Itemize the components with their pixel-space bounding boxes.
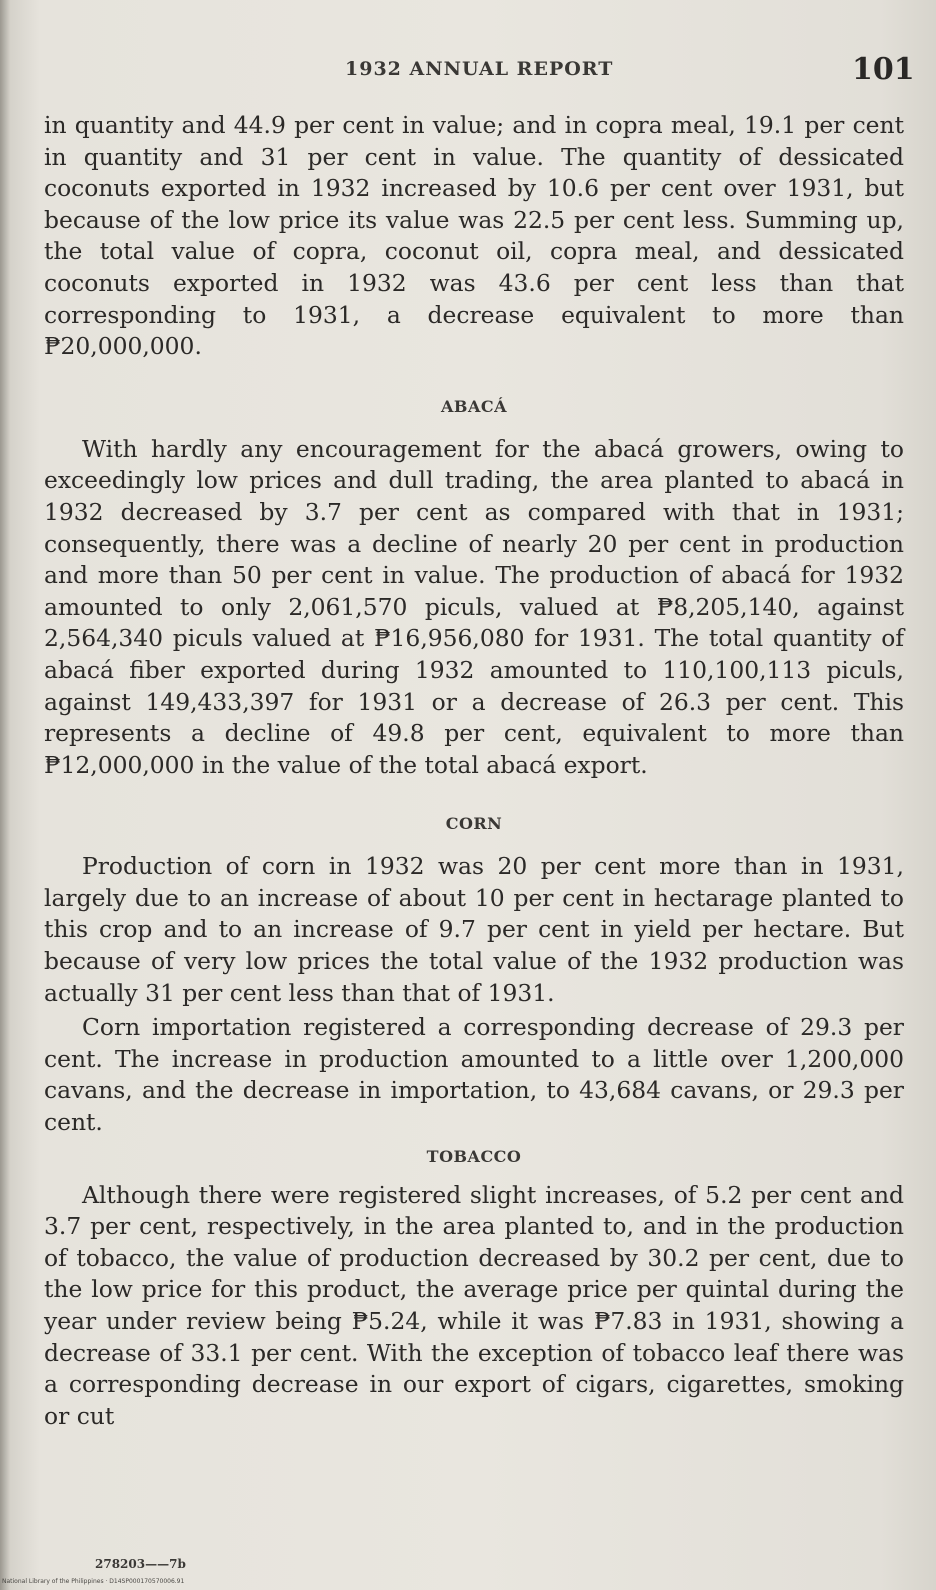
corn-heading: CORN [445,814,503,834]
abaca-heading: ABACÁ [441,396,507,416]
print-code: 278203——7b [95,1557,186,1571]
corn-paragraph-2: Corn importation registered a corresponding decrease of 29.3 per cent. The increase in production amounted to a little over 1,200,000 cavans, and the decrease in importation, to 43,684 cavans, or 29.3 per cent. [44,1013,904,1137]
abaca-paragraph: With hardly any encouragement for the abacá growers, owing to exceedingly low prices and dull trading, the area planted to abacá in 1932 decreased by 3.7 per cent as compared with that in 1931; consequently, there was a decline of nearly 20 per cent in production and more than 50 per cent in value. The production of abacá for 1932 amounted to only 2,061,570 piculs, valued at ₱8,205,140, against 2,564,340 piculs valued at ₱16,956,080 for 1931. The total quantity of abacá fiber exported during 1932 amounted to 110,100,113 piculs, against 149,433,397 for 1931 or a decrease of 26.3 per cent. This represents a decline of 49.8 per cent, equivalent to more than ₱12,000,000 in the value of the total abacá export. [44,434,904,779]
body-text [44,110,904,1432]
library-stamp: National Library of the Philippines · D14SP000170570006.91 [2,1578,185,1585]
page-header [0,52,936,92]
page-binding-edge [0,0,10,1590]
tobacco-paragraph: Although there were registered slight increases, of 5.2 per cent and 3.7 per cent, respectively, in the area planted to, and in the production of tobacco, the value of production decreased by 30.2 per cent, due to the low price for this product, the average price per quintal during the year under review being ₱5.24, while it was ₱7.83 in 1931, showing a decrease of 33.1 per cent. With the exception of tobacco leaf there was a corresponding decrease in our export of cigars, cigarettes, smoking or cut [44,1180,904,1430]
page-number: 101 [852,52,915,87]
corn-paragraph-1: Production of corn in 1932 was 20 per cent more than in 1931, largely due to an increase of about 10 per cent in hectarage planted to this crop and to an increase of 9.7 per cent in yield per hectare. But because of very low prices the total value of the 1932 production was actually 31 per cent less than that of 1931. [44,852,904,1007]
tobacco-heading: TOBACCO [426,1146,522,1166]
intro-paragraph: in quantity and 44.9 per cent in value; and in copra meal, 19.1 per cent in quantity and 31 per cent in value. The quantity of dessicated coconuts exported in 1932 increased by 10.6 per cent over 1931, but because of the low price its value was 22.5 per cent less. Summing up, the total value of copra, coconut oil, copra meal, and dessicated coconuts exported in 1932 was 43.6 per cent less than that corresponding to 1931, a decrease equivalent to more than ₱20,000,000. [44,111,904,361]
running-head: 1932 ANNUAL REPORT [345,58,614,80]
